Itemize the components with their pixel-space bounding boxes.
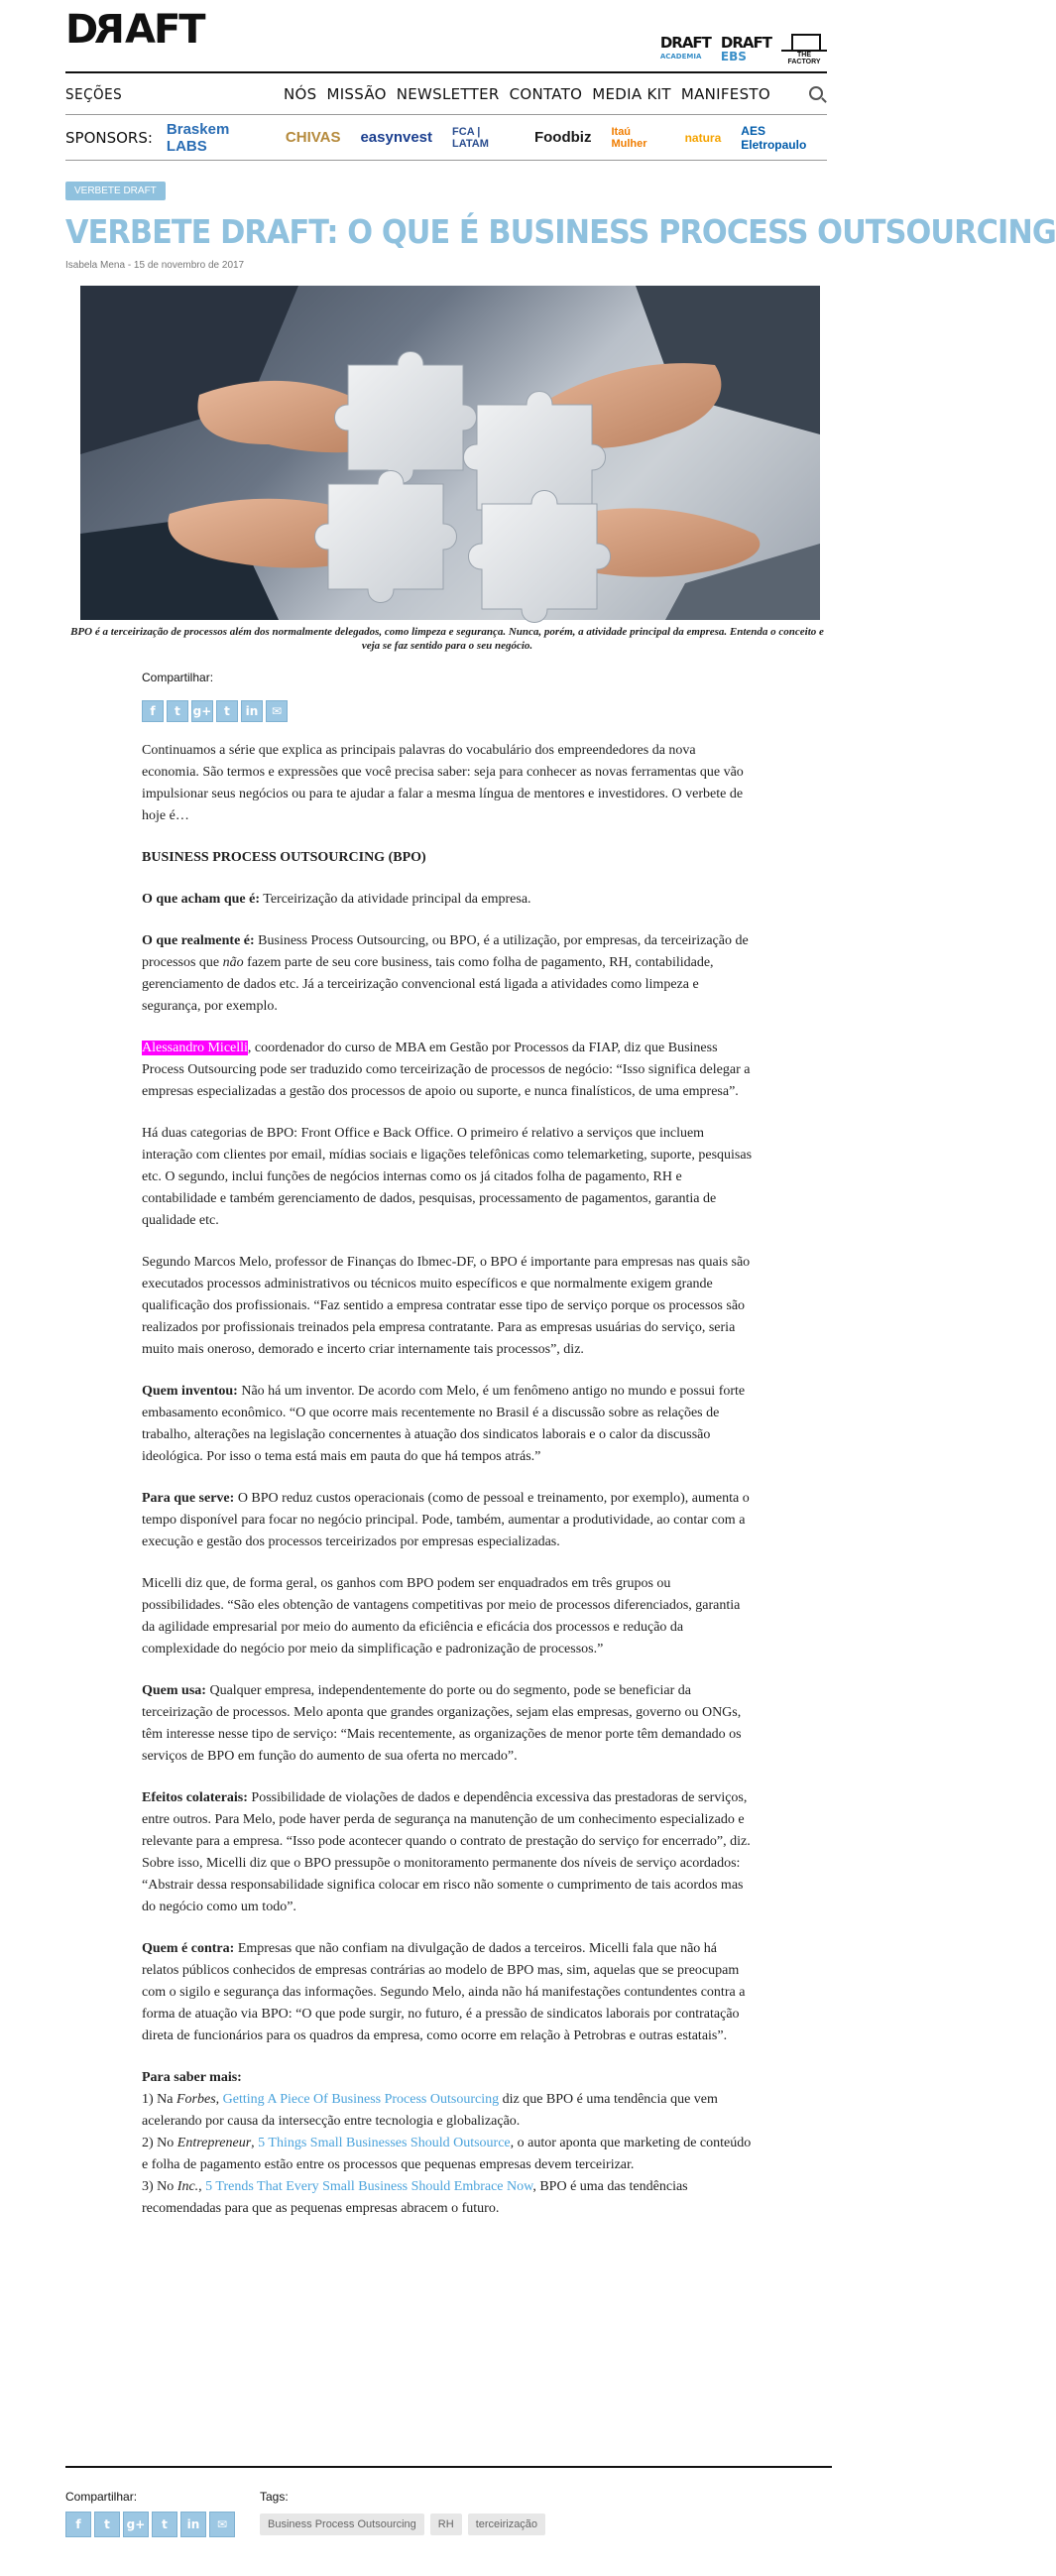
linkedin-icon[interactable]: in	[180, 2512, 206, 2537]
share-top	[142, 671, 288, 722]
paragraph-saber-mais	[142, 2067, 755, 2220]
label-saber-mais: Para saber mais:	[142, 2070, 242, 2085]
saber2-post: , o autor aponta que marketing de conteúdo e folha de pagamento estão entre os processos que pequenas empresas devem terceirizar.	[142, 2136, 752, 2172]
saber3-post: , BPO é uma das tendências recomendadas para que as pequenas empresas abracem o futuro.	[142, 2179, 688, 2216]
text-serve: O BPO reduz custos operacionais (como de pessoal e treinamento, por exemplo), aumenta o tempo disponível para focar no negócio principal. Pode, também, aumentar a produtividade, ao contar com a execução e gestão dos processos terceirizados por empresas especializadas.	[142, 1491, 750, 1549]
paragraph-contra	[142, 1938, 755, 2047]
sponsor-foodbiz[interactable]: Foodbiz	[533, 129, 592, 146]
label-inventou: Quem inventou:	[142, 1384, 238, 1399]
sections-menu[interactable]: SEÇÕES	[65, 84, 123, 103]
link-entrepreneur[interactable]: 5 Things Small Businesses Should Outsource	[258, 2136, 511, 2150]
email-icon[interactable]: ✉	[266, 700, 288, 722]
paragraph-ganhos: Micelli diz que, de forma geral, os ganhos com BPO podem ser enquadrados em três grupos ou possibilidades. “São eles obtenção de vantagens competitivas por meio de processos diferenciados, garantia da agilidade empresarial por meio do aumento da eficiência e eficácia dos processos e redução da complexidade do negócio por meio da simplificação e padronização de processos.”	[142, 1576, 741, 1656]
label-efeitos: Efeitos colaterais:	[142, 1790, 248, 1805]
text-contra: Empresas que não confiam na divulgação de dados a terceiros. Micelli fala que não há relatos públicos conhecidos de empresas contrárias ao modelo de BPO mas, sim, aquelas que se preocupam com o sigilo e segurança das informações. Segundo Melo, ainda não há manifestações contundentes contra a forma de atuação via BPO: “O que pode surgir, no futuro, é a pressão de sindicatos laborais por contratação direta de funcionários para os quadros da empresa, como ocorre em relação à Petrobras e outras estatais”.	[142, 1941, 746, 2043]
intro-paragraph: Continuamos a série que explica as principais palavras do vocabulário dos empreendedores da nova economia. São termos e expressões que você precisa saber: seja para conhecer as novas ferramentas que vão impulsionar seus negócios ou para te ajudar a falar a mesma língua de mentores e investidores. O verbete de hoje é…	[142, 743, 744, 823]
text-efeitos: Possibilidade de violações de dados e dependência excessiva das prestadoras de serviços, entre outros. Para Melo, pode haver perda de segurança na manutenção de um conhecimento especializado e relevante para a empresa. “Isso pode acontecer quando o contrato de prestação do serviço for encerrado”, diz. Sobre isso, Micelli diz que o BPO pressupõe o monitoramento permanente dos níveis de serviço acordados: “Abstrair dessa responsabilidade significa colocar em risco não somente o cumprimento de tais acordos mas do negócio como um todo”.	[142, 1790, 751, 1914]
saber1-pre: 1) Na	[142, 2092, 176, 2107]
paragraph-melo: Segundo Marcos Melo, professor de Finanças do Ibmec-DF, o BPO é importante para empresas nas quais são executados processos administrativos ou técnicos muito específicos e que normalmente exigem grande qualificação dos profissionais. “Faz sentido a empresa contratar esse tipo de serviço porque os processos são realizados por profissionais treinados pela empresa contratante. Para as empresas usuárias do serviço, seria muito mais oneroso, demorado e incerto criar internamente tais processos”, diz.	[142, 1255, 751, 1357]
label-contra: Quem é contra:	[142, 1941, 235, 1956]
article-footer	[65, 2466, 832, 2565]
saber2-pre: 2) No	[142, 2136, 177, 2150]
twitter-icon[interactable]: t	[167, 700, 188, 722]
article-body	[142, 740, 755, 2240]
paragraph-acham	[142, 889, 755, 911]
nav-links	[284, 85, 770, 103]
tumblr-icon[interactable]: t	[216, 700, 238, 722]
section-heading: BUSINESS PROCESS OUTSOURCING (BPO)	[142, 850, 426, 865]
partner-sub: EBS	[720, 50, 747, 63]
article-byline: Isabela Mena - 15 de novembro de 2017	[65, 260, 245, 271]
site-logo[interactable]: DRAFT	[65, 7, 204, 53]
hero-caption: BPO é a terceirização de processos além dos normalmente delegados, como limpeza e segurança. Nunca, porém, a atividade principal da empresa. Entenda o conceito e veja se faz sentido para o seu negócio.	[70, 626, 824, 652]
main-nav	[65, 71, 827, 115]
paragraph-serve	[142, 1488, 755, 1553]
link-inc[interactable]: 5 Trends That Every Small Business Should Embrace Now	[205, 2179, 533, 2194]
puzzle-hands-illustration	[80, 286, 820, 620]
hero-image	[80, 286, 820, 620]
site-header	[65, 0, 827, 71]
label-usa: Quem usa:	[142, 1683, 206, 1698]
sponsors-label: SPONSORS:	[65, 128, 153, 147]
facebook-icon[interactable]: f	[142, 700, 164, 722]
sponsor-braskem-labs[interactable]: Braskem LABS	[166, 120, 230, 155]
partner-logos	[660, 30, 827, 63]
search-icon[interactable]	[809, 86, 823, 100]
saber3-mid: ,	[198, 2179, 206, 2194]
twitter-icon[interactable]: t	[94, 2512, 120, 2537]
paragraph-categorias: Há duas categorias de BPO: Front Office e Back Office. O primeiro é relativo a serviços que incluem interação com clientes por email, mídias sociais e ligações telefônicas como telemarketing, suporte, pesquisas etc. O segundo, inclui funções de negócios internas como os já citados folha de pagamento, RH e contabilidade e também gerenciamento de dados, pesquisas, processamento de pagamentos, garantia de qualidade etc.	[142, 1126, 753, 1228]
text-realmente-em: não	[222, 955, 244, 970]
sponsor-chivas[interactable]: CHIVAS	[285, 129, 341, 146]
text-usa: Qualquer empresa, independentemente do porte ou do segmento, pode se beneficiar da terceirização de processos. Melo aponta que grandes organizações, sejam elas empresas, governo ou ONGs, têm interesse nesse tipo de serviço: “Mais recentemente, as organizações de menor porte têm demandado os serviços de BPO em função do aumento de sua oferta no mercado”.	[142, 1683, 742, 1764]
paragraph-efeitos	[142, 1787, 755, 1918]
footer-share-label: Compartilhar:	[65, 2490, 138, 2504]
partner-name: DRAFT	[720, 34, 771, 52]
paragraph-usa	[142, 1680, 755, 1768]
sponsor-itau-mulher[interactable]: Itaú Mulher	[611, 125, 647, 150]
partner-logo-ebs[interactable]	[721, 36, 771, 63]
paragraph-inventou	[142, 1381, 755, 1468]
tags-list	[260, 2514, 545, 2535]
saber3-pre: 3) No	[142, 2179, 177, 2194]
sponsors-bar	[65, 115, 827, 161]
saber1-post: diz que BPO é uma tendência que vem acelerando por causa da intersecção entre tecnologia e globalização.	[142, 2092, 718, 2129]
label-realmente: O que realmente é:	[142, 933, 255, 948]
nav-link-nos[interactable]: NÓS	[284, 84, 317, 103]
text-inventou: Não há um inventor. De acordo com Melo, é um fenômeno antigo no mundo e possui forte embasamento econômico. “O que ocorre mais recentemente no Brasil é a discussão sobre as relações de trabalho, alterações na legislação concernentes à atuação dos sindicatos laborais e o calor da discussão ideológica. Por isso o tema está mais em pauta do que há tempos atrás.”	[142, 1384, 746, 1464]
partner-logo-the-factory[interactable]	[781, 30, 827, 63]
tags-label: Tags:	[260, 2490, 289, 2504]
factory-icon	[781, 30, 827, 52]
google-plus-icon[interactable]: g+	[191, 700, 213, 722]
partner-name: DRAFT	[659, 34, 711, 52]
label-serve: Para que serve:	[142, 1491, 235, 1506]
facebook-icon[interactable]: f	[65, 2512, 91, 2537]
text-realmente-a: Business Process Outsourcing, ou BPO, é a utilização, por empresas, da terceirização de processos que	[142, 933, 749, 970]
saber1-mid: ,	[215, 2092, 223, 2107]
saber2-source: Entrepreneur	[176, 2136, 252, 2150]
label-acham: O que acham que é:	[142, 892, 260, 907]
linkedin-icon[interactable]: in	[241, 700, 263, 722]
category-badge[interactable]: VERBETE DRAFT	[65, 182, 166, 200]
google-plus-icon[interactable]: g+	[123, 2512, 149, 2537]
saber1-source: Forbes	[176, 2092, 216, 2107]
text-acham: Terceirização da atividade principal da empresa.	[260, 892, 531, 907]
text-realmente-b: fazem parte de seu core business, tais como folha de pagamento, RH, contabilidade, gerenciamento de dados etc. Já a terceirização convencional está ligada a atividades como limpeza e segurança, por exemplo.	[142, 955, 714, 1014]
sponsor-aes-eletropaulo[interactable]: AES Eletropaulo	[741, 123, 807, 152]
tumblr-icon[interactable]: t	[152, 2512, 177, 2537]
footer-share-icons	[65, 2512, 235, 2537]
partner-logo-academia[interactable]	[660, 36, 711, 63]
nav-link-contato[interactable]: CONTATO	[509, 84, 583, 103]
partner-sub: ACADEMIA	[659, 53, 702, 61]
text-micelli: , coordenador do curso de MBA em Gestão por Processos da FIAP, diz que Business Process Outsourcing pode ser traduzido como terceirização de processos de negócio: “Isso significa delegar a empresas especializadas a gestão dos processos de apoio ou suporte, e nunca finalísticos, de uma empresa”.	[142, 1041, 751, 1099]
article-title: VERBETE DRAFT: O QUE É BUSINESS PROCESS OUTSOURCING	[65, 212, 1056, 251]
nav-link-media-kit[interactable]: MEDIA KIT	[592, 84, 671, 103]
nav-link-newsletter[interactable]: NEWSLETTER	[396, 84, 500, 103]
tag-terceirizacao[interactable]: terceirização	[468, 2514, 545, 2535]
paragraph-micelli	[142, 1038, 755, 1103]
partner-name: THE FACTORY	[787, 52, 821, 65]
tag-rh[interactable]: RH	[430, 2514, 462, 2535]
sponsor-easynvest[interactable]: easynvest	[360, 129, 433, 146]
tag-bpo[interactable]: Business Process Outsourcing	[260, 2514, 424, 2535]
share-label: Compartilhar:	[142, 671, 214, 684]
email-icon[interactable]: ✉	[209, 2512, 235, 2537]
paragraph-realmente	[142, 930, 755, 1018]
sponsor-fca-latam[interactable]: FCA | LATAM	[452, 125, 489, 150]
highlighted-name[interactable]: Alessandro Micelli	[142, 1041, 248, 1055]
sponsor-natura[interactable]: natura	[684, 130, 722, 145]
saber2-mid: ,	[251, 2136, 259, 2150]
nav-link-manifesto[interactable]: MANIFESTO	[680, 84, 770, 103]
link-forbes[interactable]: Getting A Piece Of Business Process Outsourcing	[222, 2092, 500, 2107]
nav-link-missao[interactable]: MISSÃO	[326, 84, 387, 103]
saber3-source: Inc.	[176, 2179, 199, 2194]
share-icons	[142, 700, 288, 722]
